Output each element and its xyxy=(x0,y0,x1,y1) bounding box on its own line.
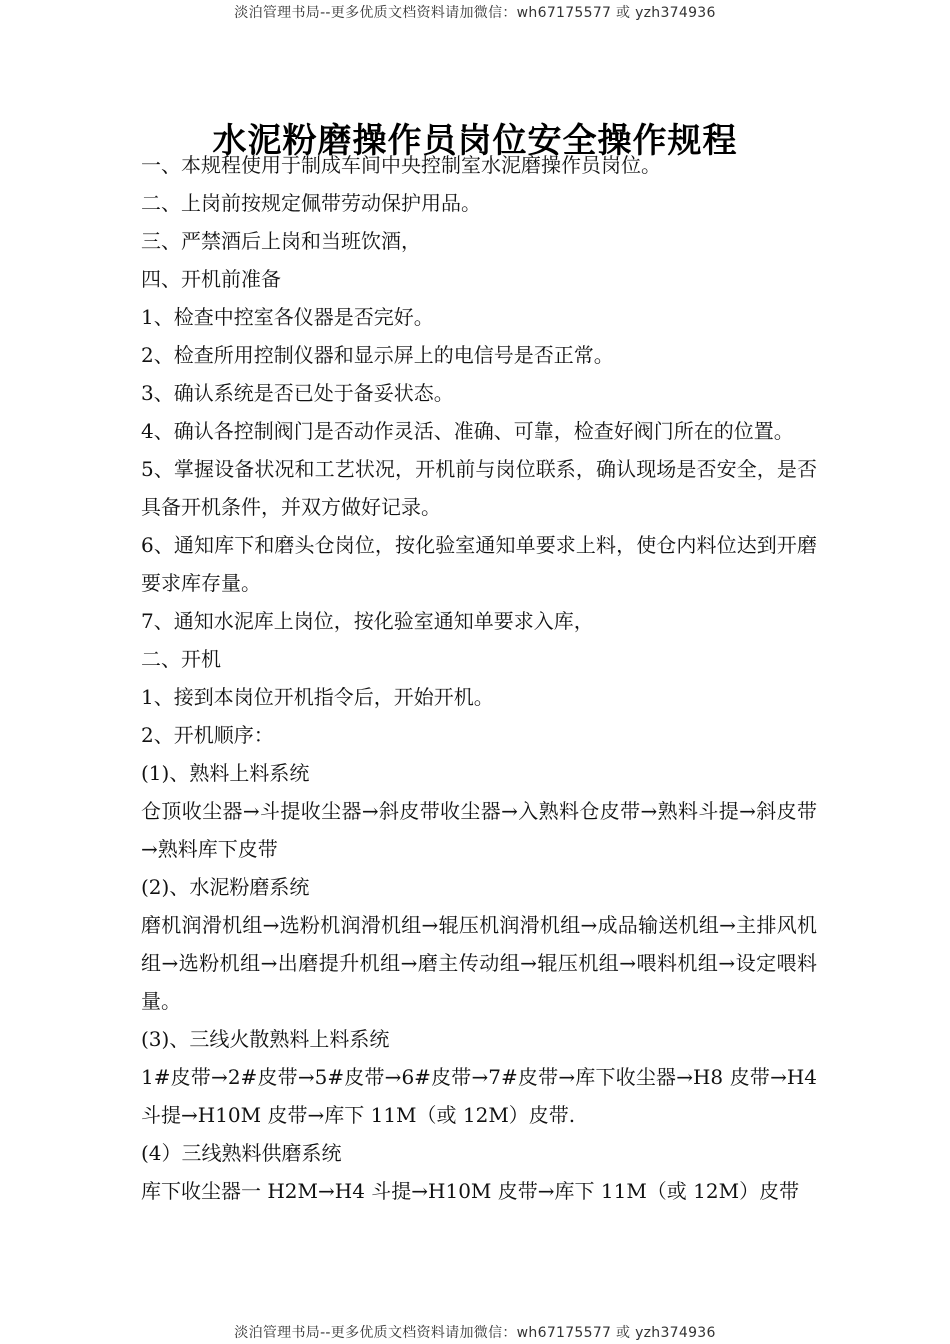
paragraph: 4、确认各控制阀门是否动作灵活、准确、可靠，检查好阀门所在的位置。 xyxy=(141,419,794,443)
paragraph: 1、检查中控室各仪器是否完好。 xyxy=(141,305,434,329)
paragraph: 二、上岗前按规定佩带劳动保护用品。 xyxy=(141,191,481,215)
paragraph: 6、通知库下和磨头仓岗位，按化验室通知单要求上料，使仓内料位达到开磨要求库存量。 xyxy=(141,533,817,595)
paragraph: 2、开机顺序： xyxy=(141,723,274,747)
document-title: 水泥粉磨操作员岗位安全操作规程 xyxy=(212,120,738,161)
header-watermark-note: 淡泊管理书局--更多优质文档资料请加微信：wh67175577 或 yzh374936 xyxy=(234,5,716,21)
paragraph: 2、检查所用控制仪器和显示屏上的电信号是否正常。 xyxy=(141,343,614,367)
paragraph: 三、严禁酒后上岗和当班饮酒， xyxy=(141,229,421,253)
sequence-paragraph: 库下收尘器一 H2M→H4 斗提→H10M 皮带→库下 11M（或 12M）皮带 xyxy=(141,1179,800,1203)
subsection-heading: (4）三线熟料供磨系统 xyxy=(141,1141,342,1165)
footer-watermark-note: 淡泊管理书局--更多优质文档资料请加微信：wh67175577 或 yzh374936 xyxy=(234,1325,716,1341)
subsection-heading: (1)、熟料上料系统 xyxy=(141,761,310,785)
sequence-paragraph: 磨机润滑机组→选粉机润滑机组→辊压机润滑机组→成品输送机组→主排风机组→选粉机组→出磨提升机组→磨主传动组→辊压机组→喂料机组→设定喂料量。 xyxy=(141,913,817,1013)
subsection-heading: (3)、三线火散熟料上料系统 xyxy=(141,1027,390,1051)
paragraph: 7、通知水泥库上岗位，按化验室通知单要求入库， xyxy=(141,609,594,633)
sequence-paragraph: 仓顶收尘器→斗提收尘器→斜皮带收尘器→入熟料仓皮带→熟料斗提→斜皮带→熟料库下皮带 xyxy=(141,799,817,861)
section-heading: 四、开机前准备 xyxy=(141,267,281,291)
subsection-heading: (2)、水泥粉磨系统 xyxy=(141,875,310,899)
paragraph: 5、掌握设备状况和工艺状况，开机前与岗位联系，确认现场是否安全，是否具备开机条件，并双方做好记录。 xyxy=(141,457,817,519)
sequence-paragraph: 1#皮带→2#皮带→5#皮带→6#皮带→7#皮带→库下收尘器→H8 皮带→H4 斗提→H10M 皮带→库下 11M（或 12M）皮带. xyxy=(141,1065,817,1127)
paragraph: 3、确认系统是否已处于备妥状态。 xyxy=(141,381,454,405)
section-heading: 二、开机 xyxy=(141,647,221,671)
paragraph: 一、本规程使用于制成车间中央控制室水泥磨操作员岗位。 xyxy=(141,153,661,177)
paragraph: 1、接到本岗位开机指令后，开始开机。 xyxy=(141,685,494,709)
document-body xyxy=(141,146,817,1210)
